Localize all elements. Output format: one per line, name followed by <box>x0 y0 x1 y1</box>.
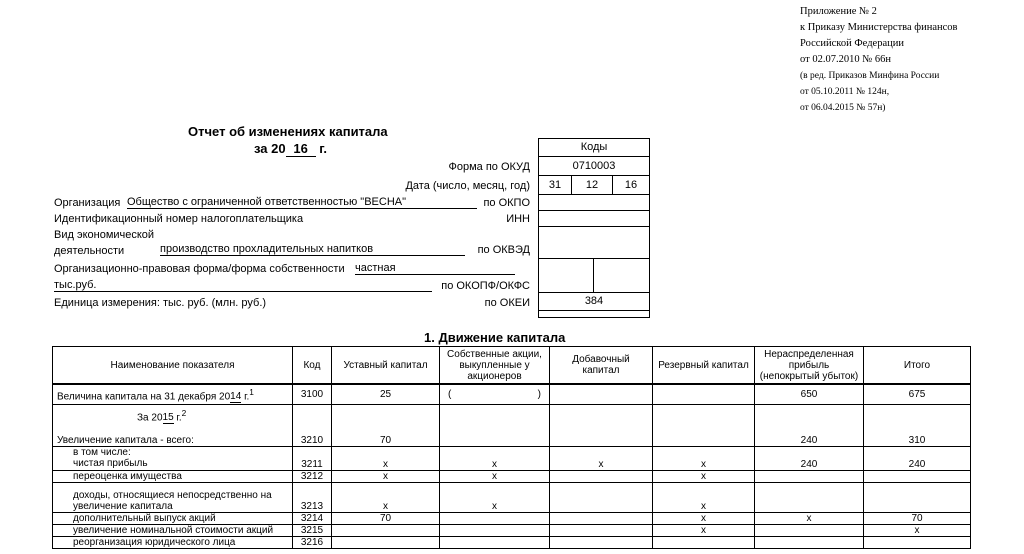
okpo-label: по ОКПО <box>483 197 530 209</box>
cell-total: 675 <box>864 384 971 404</box>
form-value: частная <box>355 262 515 275</box>
appendix-line: к Приказу Министерства финансов <box>800 22 958 33</box>
capital-movement-table <box>52 346 971 549</box>
cell-charter: 25 <box>332 384 440 404</box>
period-suffix: г. <box>176 411 182 423</box>
org-value: Общество с ограниченной ответственностью "ВЕСНА" <box>127 196 477 209</box>
cell-charter: 70 <box>332 404 440 446</box>
header-name: Наименование показателя <box>53 347 293 385</box>
footnote-mark: 2 <box>181 407 187 418</box>
cell-charter: 70 <box>332 512 440 524</box>
cell-own-shares <box>440 384 550 404</box>
cell-total: x <box>864 524 971 536</box>
row-code: 3100 <box>293 384 332 404</box>
section-title: 1. Движение капитала <box>424 330 566 345</box>
cell-own-shares <box>440 536 550 548</box>
cell-reserve: x <box>653 470 755 482</box>
period-prefix: за 20 <box>254 141 286 156</box>
cell-retained <box>755 536 864 548</box>
okud-code: 0710003 <box>538 157 650 176</box>
row-name-prefix: Величина капитала на 31 декабря 20 <box>57 390 231 402</box>
codes-header: Коды <box>538 138 650 157</box>
okei-code: 384 <box>538 293 650 311</box>
cell-reserve <box>653 536 755 548</box>
header-own-shares: Собственные акции, выкупленные у акционеров <box>440 347 550 385</box>
row-name-line1: доходы, относящиеся непосредственно на <box>73 489 272 501</box>
date-label: Дата (число, месяц, год) <box>405 180 530 192</box>
footnote-mark: 1 <box>249 386 254 397</box>
row-code: 3215 <box>293 524 332 536</box>
row-name <box>53 384 293 404</box>
cell-reserve: x <box>653 446 755 470</box>
table-row <box>53 384 971 404</box>
header-charter: Уставный капитал <box>332 347 440 385</box>
header-code: Код <box>293 347 332 385</box>
cell-retained: x <box>755 512 864 524</box>
row-name-year: 14 <box>230 390 242 402</box>
appendix-line: Российской Федерации <box>800 38 904 49</box>
activity-value: производство прохладительных напитков <box>160 243 465 256</box>
table-row <box>53 482 971 512</box>
incl-label: в том числе: <box>73 447 131 459</box>
okopf-code <box>538 259 594 293</box>
appendix-line: от 05.10.2011 № 124н, <box>800 87 890 97</box>
row-name <box>53 446 293 470</box>
period-year: 15 <box>162 411 174 423</box>
report-period <box>254 141 327 157</box>
cell-charter: x <box>332 470 440 482</box>
table-row <box>53 404 971 446</box>
cell-retained <box>755 482 864 512</box>
table-row <box>53 536 971 548</box>
row-code: 3211 <box>293 446 332 470</box>
period-prefix: За 20 <box>137 411 163 423</box>
inn-code <box>538 211 650 227</box>
table-row <box>53 512 971 524</box>
appendix-note <box>800 4 957 116</box>
appendix-line: (в ред. Приказов Минфина России <box>800 71 940 81</box>
cell-own-shares: x <box>440 470 550 482</box>
currency-value: тыс.руб. <box>54 279 432 292</box>
paren-open: ( <box>448 388 452 400</box>
activity-label-1: Вид экономической <box>54 229 155 241</box>
cell-additional: x <box>550 446 653 470</box>
row-name-text: чистая прибыль <box>73 458 148 470</box>
cell-charter <box>332 524 440 536</box>
row-name-line2: увеличение капитала <box>73 500 173 512</box>
cell-retained: 240 <box>755 404 864 446</box>
paren-close: ) <box>537 388 541 400</box>
appendix-line: Приложение № 2 <box>800 6 877 17</box>
cell-total <box>864 536 971 548</box>
cell-own-shares <box>440 524 550 536</box>
form-label: Организационно-правовая форма/форма собственности <box>54 263 345 275</box>
period-suffix: г. <box>319 141 327 156</box>
appendix-line: от 02.07.2010 № 66н <box>800 54 891 65</box>
inn-text: Идентификационный номер налогоплательщика <box>54 213 304 225</box>
cell-own-shares: x <box>440 446 550 470</box>
period-year: 16 <box>286 141 316 157</box>
cell-retained: 240 <box>755 446 864 470</box>
cell-additional <box>550 536 653 548</box>
table-header-row <box>53 347 971 385</box>
row-code: 3216 <box>293 536 332 548</box>
inn-label: ИНН <box>506 213 530 225</box>
row-name-suffix: г. <box>244 390 250 402</box>
cell-reserve: x <box>653 524 755 536</box>
cell-charter: x <box>332 446 440 470</box>
date-year: 16 <box>613 176 650 195</box>
okved-label: по ОКВЭД <box>477 244 530 256</box>
header-reserve: Резервный капитал <box>653 347 755 385</box>
cell-retained <box>755 470 864 482</box>
cell-additional <box>550 384 653 404</box>
table-row <box>53 524 971 536</box>
cell-reserve: x <box>653 482 755 512</box>
cell-total: 70 <box>864 512 971 524</box>
cell-total: 240 <box>864 446 971 470</box>
unit-label: Единица измерения: тыс. руб. (млн. руб.) <box>54 297 267 309</box>
header-retained: Нераспределенная прибыль (непокрытый убыток) <box>755 347 864 385</box>
date-month: 12 <box>572 176 613 195</box>
report-title: Отчет об изменениях капитала <box>188 124 388 139</box>
cell-additional <box>550 470 653 482</box>
header-total: Итого <box>864 347 971 385</box>
cell-reserve <box>653 384 755 404</box>
cell-retained: 650 <box>755 384 864 404</box>
okpo-code <box>538 195 650 211</box>
cell-total: 310 <box>864 404 971 446</box>
cell-charter: x <box>332 482 440 512</box>
row-name: увеличение номинальной стоимости акций <box>53 524 293 536</box>
cell-own-shares <box>440 512 550 524</box>
cell-own-shares: x <box>440 482 550 512</box>
cell-total <box>864 470 971 482</box>
row-name <box>53 404 293 446</box>
date-day: 31 <box>538 176 572 195</box>
cell-additional <box>550 482 653 512</box>
cell-retained <box>755 524 864 536</box>
appendix-line: от 06.04.2015 № 57н) <box>800 103 886 113</box>
cell-reserve: x <box>653 512 755 524</box>
cell-reserve <box>653 404 755 446</box>
cell-additional <box>550 404 653 446</box>
table-row <box>53 446 971 470</box>
row-name: переоценка имущества <box>53 470 293 482</box>
okfs-code <box>594 259 650 293</box>
cell-additional <box>550 512 653 524</box>
row-code: 3213 <box>293 482 332 512</box>
row-code: 3212 <box>293 470 332 482</box>
row-name-text: Увеличение капитала - всего: <box>57 434 194 446</box>
cell-additional <box>550 524 653 536</box>
cell-charter <box>332 536 440 548</box>
row-name <box>53 482 293 512</box>
row-name: реорганизация юридического лица <box>53 536 293 548</box>
cell-total <box>864 482 971 512</box>
table-row <box>53 470 971 482</box>
cell-own-shares <box>440 404 550 446</box>
period-label <box>57 405 288 423</box>
okopf-label: по ОКОПФ/ОКФС <box>441 280 530 292</box>
row-code: 3214 <box>293 512 332 524</box>
org-label: Организация <box>54 197 121 209</box>
okei-label: по ОКЕИ <box>484 297 530 309</box>
okud-label: Форма по ОКУД <box>448 161 530 173</box>
activity-label-2: деятельности <box>54 245 125 257</box>
okved-code <box>538 227 650 259</box>
row-name: дополнительный выпуск акций <box>53 512 293 524</box>
row-code: 3210 <box>293 404 332 446</box>
header-additional: Добавочный капитал <box>550 347 653 385</box>
